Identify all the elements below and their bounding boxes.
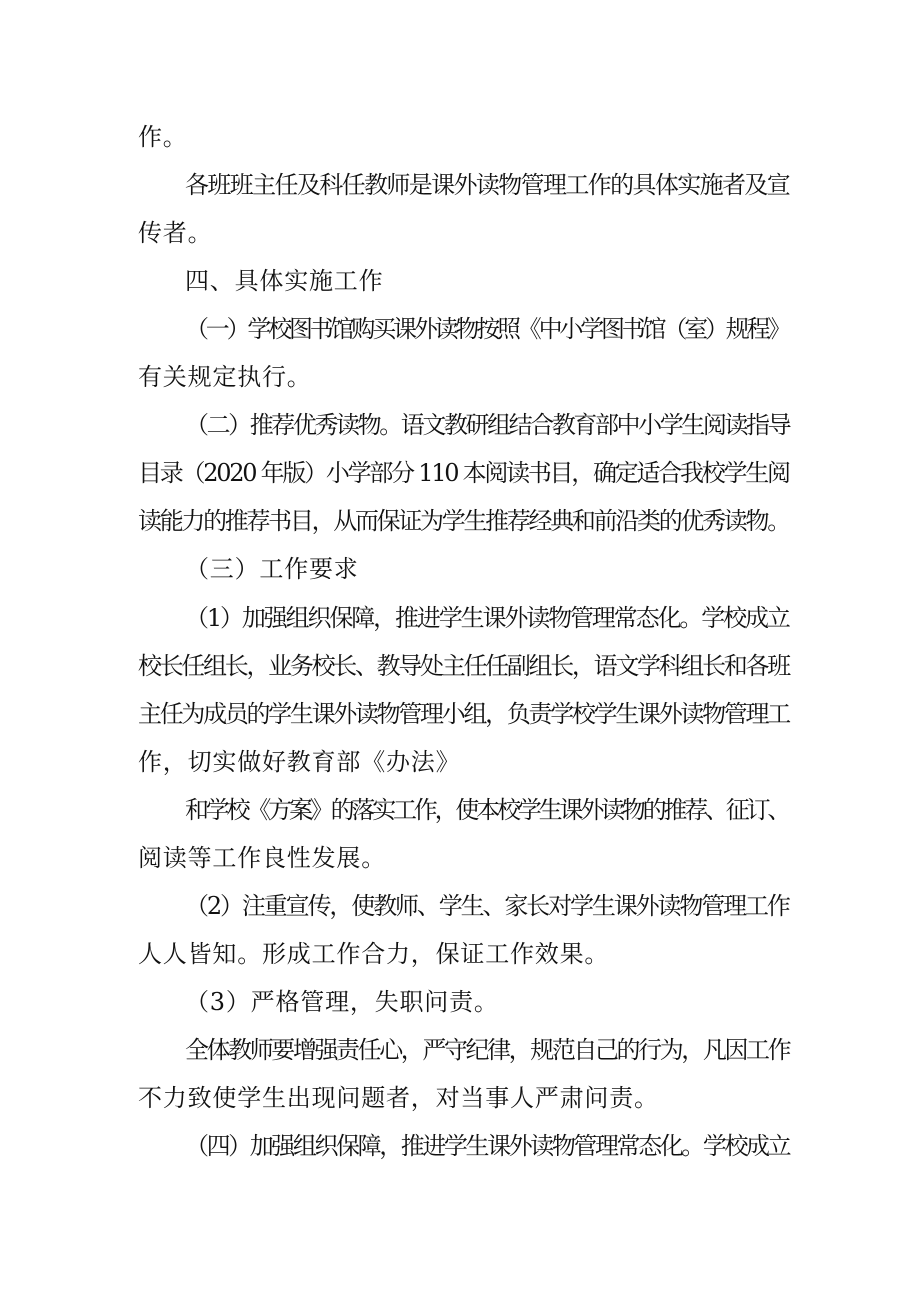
text-line: 有关规定执行。 <box>138 363 312 391</box>
text-line: 和学校《方案》的落实工作，使本校学生课外读物的推荐、征订、 <box>185 796 789 824</box>
section-heading: 四、具体实施工作 <box>185 267 384 295</box>
text-line: （一）学校图书馆购买课外读物按照《中小学图书馆（室）规程》 <box>185 315 789 343</box>
text-line: （二）推荐优秀读物。语文教研组结合教育部中小学生阅读指导 <box>185 411 790 439</box>
text-line: 传者。 <box>138 219 213 247</box>
text-line: 目录（2020 年版）小学部分 110 本阅读书目，确定适合我校学生阅 <box>138 459 789 487</box>
text-line: 不力致使学生出现问题者，对当事人严肃问责。 <box>138 1084 659 1112</box>
text-line: 读能力的推荐书目，从而保证为学生推荐经典和前沿类的优秀读物。 <box>138 507 789 535</box>
text-line: 作。 <box>138 123 188 151</box>
text-line: 人人皆知。形成工作合力，保证工作效果。 <box>138 940 610 968</box>
text-line: 阅读等工作良性发展。 <box>138 844 386 872</box>
subsection-heading: （三）工作要求 <box>185 555 359 583</box>
text-line: 主任为成员的学生课外读物管理小组，负责学校学生课外读物管理工 <box>138 700 789 728</box>
text-line: 作，切实做好教育部《办法》 <box>138 748 461 776</box>
text-line: 校长任组长，业务校长、教导处主任任副组长，语文学科组长和各班 <box>138 652 789 680</box>
text-line: （四）加强组织保障，推进学生课外读物管理常态化。学校成立 <box>185 1132 790 1160</box>
text-line: （3）严格管理，失职问责。 <box>185 988 499 1016</box>
text-line: 全体教师要增强责任心，严守纪律，规范自己的行为，凡因工作 <box>185 1036 790 1064</box>
text-line: （2）注重宣传，使教师、学生、家长对学生课外读物管理工作 <box>185 892 789 920</box>
text-line: （1）加强组织保障，推进学生课外读物管理常态化。学校成立 <box>185 604 789 632</box>
text-line: 各班班主任及科任教师是课外读物管理工作的具体实施者及宣 <box>185 171 790 199</box>
